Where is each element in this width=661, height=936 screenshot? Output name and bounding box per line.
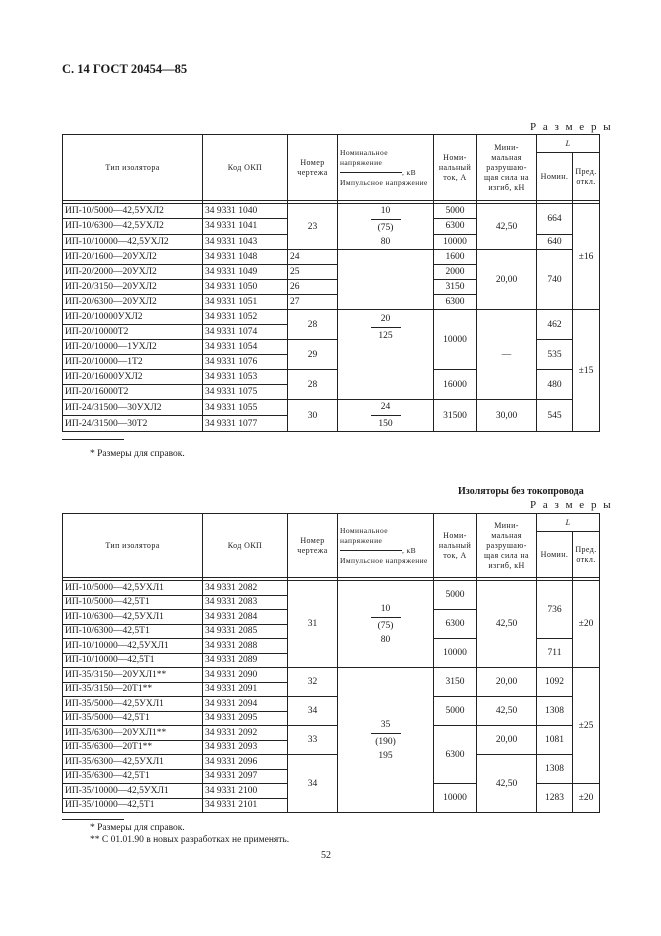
force-cell: 42,50: [477, 755, 537, 813]
table-row-type: ИП-20/16000УХЛ2: [63, 370, 203, 385]
dimensions-label-2: Р а з м е р ы: [530, 499, 613, 511]
L-nom-cell: 545: [537, 400, 573, 432]
current-cell: 10000: [434, 234, 477, 249]
drawing-cell: 27: [288, 295, 338, 310]
table-row-type: ИП-35/6300—20Т1**: [63, 740, 203, 755]
table-row-type: ИП-10/5000—42,5Т1: [63, 595, 203, 610]
footnote: * Размеры для справок.: [90, 449, 185, 459]
voltage-cell: [338, 310, 434, 400]
drawing-cell: 34: [288, 697, 338, 726]
hdr-voltage: [338, 514, 434, 578]
table-row-type: ИП-35/3150—20УХЛ1**: [63, 668, 203, 683]
voltage-cell: [338, 204, 434, 250]
table-row-type: ИП-35/10000—42,5УХЛ1: [63, 784, 203, 799]
hdr-drawing: Номер чертежа: [288, 514, 338, 578]
current-cell: 16000: [434, 370, 477, 400]
drawing-cell: 30: [288, 400, 338, 432]
voltage-imp-paren: (75): [377, 223, 394, 233]
L-nom-cell: 1308: [537, 697, 573, 726]
hdr-pred: Пред. откл.: [573, 532, 600, 578]
current-cell: 6300: [434, 610, 477, 639]
voltage-imp: 150: [378, 419, 393, 429]
table-row-type: ИП-35/6300—42,5УХЛ1: [63, 755, 203, 770]
voltage-imp: 80: [380, 634, 391, 645]
L-nom-cell: 535: [537, 340, 573, 370]
hdr-L: L: [537, 135, 600, 153]
L-nom-cell: 711: [537, 639, 573, 668]
current-cell: 6300: [434, 295, 477, 310]
table-row-type: ИП-20/10000Т2: [63, 325, 203, 340]
table-row-okp: 34 9331 2097: [203, 769, 288, 784]
hdr-current: Номи- нальный ток, А: [434, 135, 477, 201]
footnote: * Размеры для справок.: [90, 823, 185, 833]
hdr-nomin: Номин.: [537, 532, 573, 578]
hdr-okp: Код ОКП: [203, 514, 288, 578]
current-cell: 5000: [434, 697, 477, 726]
drawing-cell: 24: [288, 250, 338, 265]
force-cell: 42,50: [477, 581, 537, 668]
table-row-okp: 34 9331 2083: [203, 595, 288, 610]
fraction-line: [340, 172, 402, 173]
table-row-type: ИП-20/3150—20УХЛ2: [63, 280, 203, 295]
table-row-type: ИП-20/10000УХЛ2: [63, 310, 203, 325]
current-cell: 10000: [434, 639, 477, 668]
hdr-force: Мини- мальная разрушаю- щая сила на изгиб, кН: [477, 514, 537, 578]
table-row-type: ИП-10/5000—42,5УХЛ2: [63, 204, 203, 219]
table-row-okp: 34 9331 2094: [203, 697, 288, 712]
table-row-okp: 34 9331 1048: [203, 250, 288, 265]
table-row-okp: 34 9331 1040: [203, 204, 288, 219]
hdr-voltage-unit: , кВ: [402, 545, 416, 555]
table-row-type: ИП-10/5000—42,5УХЛ1: [63, 581, 203, 596]
L-pred-cell: ±20: [573, 784, 600, 813]
table-row-type: ИП-10/6300—42,5УХЛ2: [63, 219, 203, 234]
table-row-type: ИП-20/10000—1Т2: [63, 355, 203, 370]
L-nom-cell: 1081: [537, 726, 573, 755]
current-cell: 5000: [434, 204, 477, 219]
voltage-cell-empty: [338, 250, 434, 310]
L-nom-cell: 664: [537, 204, 573, 235]
table-row-type: ИП-24/31500—30Т2: [63, 416, 203, 432]
hdr-voltage-unit: , кВ: [402, 167, 416, 177]
force-cell: 30,00: [477, 400, 537, 432]
footnote: ** С 01.01.90 в новых разработках не применять.: [90, 835, 290, 845]
table-row-okp: 34 9331 2096: [203, 755, 288, 770]
footnote-rule: [62, 439, 124, 440]
table-row-type: ИП-20/10000—1УХЛ2: [63, 340, 203, 355]
table-row-type: ИП-35/6300—42,5Т1: [63, 769, 203, 784]
L-nom-cell: 480: [537, 370, 573, 400]
table-row-okp: 34 9331 2093: [203, 740, 288, 755]
table-row-okp: 34 9331 2084: [203, 610, 288, 625]
table-row-okp: 34 9331 1074: [203, 325, 288, 340]
table-row-okp: 34 9331 1054: [203, 340, 288, 355]
L-nom-cell: 1092: [537, 668, 573, 697]
current-cell: 10000: [434, 310, 477, 370]
voltage-cell: [338, 581, 434, 668]
current-cell: 5000: [434, 581, 477, 610]
table-row-type: ИП-10/10000—42,5УХЛ1: [63, 639, 203, 654]
L-nom-cell: 462: [537, 310, 573, 340]
table-row-okp: 34 9331 2085: [203, 624, 288, 639]
current-cell: 6300: [434, 726, 477, 784]
L-nom-cell: 740: [537, 250, 573, 310]
table-row-okp: 34 9331 2082: [203, 581, 288, 596]
drawing-cell: 23: [288, 204, 338, 250]
table-row-type: ИП-20/16000Т2: [63, 385, 203, 400]
L-nom-cell: 1308: [537, 755, 573, 784]
voltage-nom: 10: [380, 603, 391, 614]
table-row-okp: 34 9331 1055: [203, 400, 288, 416]
table-row-okp: 34 9331 1051: [203, 295, 288, 310]
force-cell: 20,00: [477, 250, 537, 310]
voltage-nom: 35: [380, 719, 391, 730]
force-cell: —: [477, 310, 537, 400]
table-row-type: ИП-20/2000—20УХЛ2: [63, 265, 203, 280]
table-row-okp: 34 9331 1043: [203, 234, 288, 249]
table-row-okp: 34 9331 1076: [203, 355, 288, 370]
table-row-type: ИП-35/5000—42,5Т1: [63, 711, 203, 726]
table-row-type: ИП-10/6300—42,5УХЛ1: [63, 610, 203, 625]
footnote-rule: [62, 819, 124, 820]
voltage-nom: 20: [380, 314, 391, 324]
table-row-type: ИП-10/6300—42,5Т1: [63, 624, 203, 639]
table-row-okp: 34 9331 1041: [203, 219, 288, 234]
table-row-okp: 34 9331 2091: [203, 682, 288, 697]
page-number: 52: [321, 850, 331, 861]
voltage-cell: [338, 400, 434, 432]
force-cell: 42,50: [477, 697, 537, 726]
table-row-okp: 34 9331 2088: [203, 639, 288, 654]
hdr-okp: Код ОКП: [203, 135, 288, 201]
table-row-okp: 34 9331 2089: [203, 653, 288, 668]
hdr-drawing: Номер чертежа: [288, 135, 338, 201]
table-row-okp: 34 9331 2101: [203, 798, 288, 813]
table-row-type: ИП-20/1600—20УХЛ2: [63, 250, 203, 265]
table-row-type: ИП-10/10000—42,5УХЛ2: [63, 234, 203, 249]
hdr-type: Тип изолятора: [63, 135, 203, 201]
hdr-type: Тип изолятора: [63, 514, 203, 578]
current-cell: 1600: [434, 250, 477, 265]
table-row-okp: 34 9331 2100: [203, 784, 288, 799]
voltage-imp: 195: [378, 750, 393, 761]
table-row-type: ИП-24/31500—30УХЛ2: [63, 400, 203, 416]
current-cell: 10000: [434, 784, 477, 813]
drawing-cell: 33: [288, 726, 338, 755]
force-cell: 20,00: [477, 726, 537, 755]
current-cell: 3150: [434, 280, 477, 295]
table-row-type: ИП-20/6300—20УХЛ2: [63, 295, 203, 310]
current-cell: 2000: [434, 265, 477, 280]
hdr-voltage-nom: Номинальное напряжение: [340, 525, 388, 545]
current-cell: 31500: [434, 400, 477, 432]
table-row-okp: 34 9331 1049: [203, 265, 288, 280]
current-cell: 6300: [434, 219, 477, 234]
voltage-cell: [338, 668, 434, 813]
table-row-okp: 34 9331 2090: [203, 668, 288, 683]
L-nom-cell: 736: [537, 581, 573, 639]
insulator-table-1: [62, 134, 600, 432]
table-row-type: ИП-10/10000—42,5Т1: [63, 653, 203, 668]
table-row-type: ИП-35/3150—20Т1**: [63, 682, 203, 697]
drawing-cell: 31: [288, 581, 338, 668]
hdr-nomin: Номин.: [537, 153, 573, 201]
drawing-cell: 29: [288, 340, 338, 370]
table-row-okp: 34 9331 1052: [203, 310, 288, 325]
voltage-imp: 80: [380, 237, 391, 247]
voltage-imp-paren: (190): [375, 736, 396, 747]
current-cell: 3150: [434, 668, 477, 697]
table-row-okp: 34 9331 2095: [203, 711, 288, 726]
table-row-type: ИП-35/10000—42,5Т1: [63, 798, 203, 813]
dimensions-label-1: Р а з м е р ы: [530, 121, 613, 133]
hdr-pred: Пред. откл.: [573, 153, 600, 201]
voltage-imp-paren: (75): [377, 620, 394, 631]
hdr-L: L: [537, 514, 600, 532]
table-row-type: ИП-35/5000—42,5УХЛ1: [63, 697, 203, 712]
voltage-nom: 10: [380, 206, 391, 216]
table-row-type: ИП-35/6300—20УХЛ1**: [63, 726, 203, 741]
hdr-voltage-nom: Номинальное напряжение: [340, 147, 388, 167]
force-cell: 20,00: [477, 668, 537, 697]
hdr-force: Мини- мальная разрушаю- щая сила на изгиб, кН: [477, 135, 537, 201]
page-title: С. 14 ГОСТ 20454—85: [62, 62, 188, 76]
drawing-cell: 32: [288, 668, 338, 697]
L-pred-cell: ±25: [573, 668, 600, 784]
drawing-cell: 34: [288, 755, 338, 813]
table-row-okp: 34 9331 1077: [203, 416, 288, 432]
force-cell: 42,50: [477, 204, 537, 250]
L-pred-cell: ±16: [573, 204, 600, 310]
drawing-cell: 26: [288, 280, 338, 295]
table-row-okp: 34 9331 2092: [203, 726, 288, 741]
hdr-voltage: [338, 135, 434, 201]
table-row-okp: 34 9331 1053: [203, 370, 288, 385]
drawing-cell: 25: [288, 265, 338, 280]
voltage-imp: 125: [378, 331, 393, 341]
L-nom-cell: 640: [537, 234, 573, 249]
hdr-current: Номи- нальный ток, А: [434, 514, 477, 578]
voltage-nom: 24: [380, 402, 391, 412]
drawing-cell: 28: [288, 310, 338, 340]
insulator-table-2: [62, 513, 600, 813]
fraction-line: [340, 550, 402, 551]
L-pred-cell: ±15: [573, 310, 600, 432]
L-pred-cell: ±20: [573, 581, 600, 668]
hdr-voltage-imp: Импульсное напряжение: [340, 555, 428, 565]
drawing-cell: 28: [288, 370, 338, 400]
hdr-voltage-imp: Импульсное напряжение: [340, 177, 428, 187]
section-subtitle: Изоляторы без токопровода: [458, 486, 584, 497]
table-row-okp: 34 9331 1050: [203, 280, 288, 295]
table-row-okp: 34 9331 1075: [203, 385, 288, 400]
L-nom-cell: 1283: [537, 784, 573, 813]
